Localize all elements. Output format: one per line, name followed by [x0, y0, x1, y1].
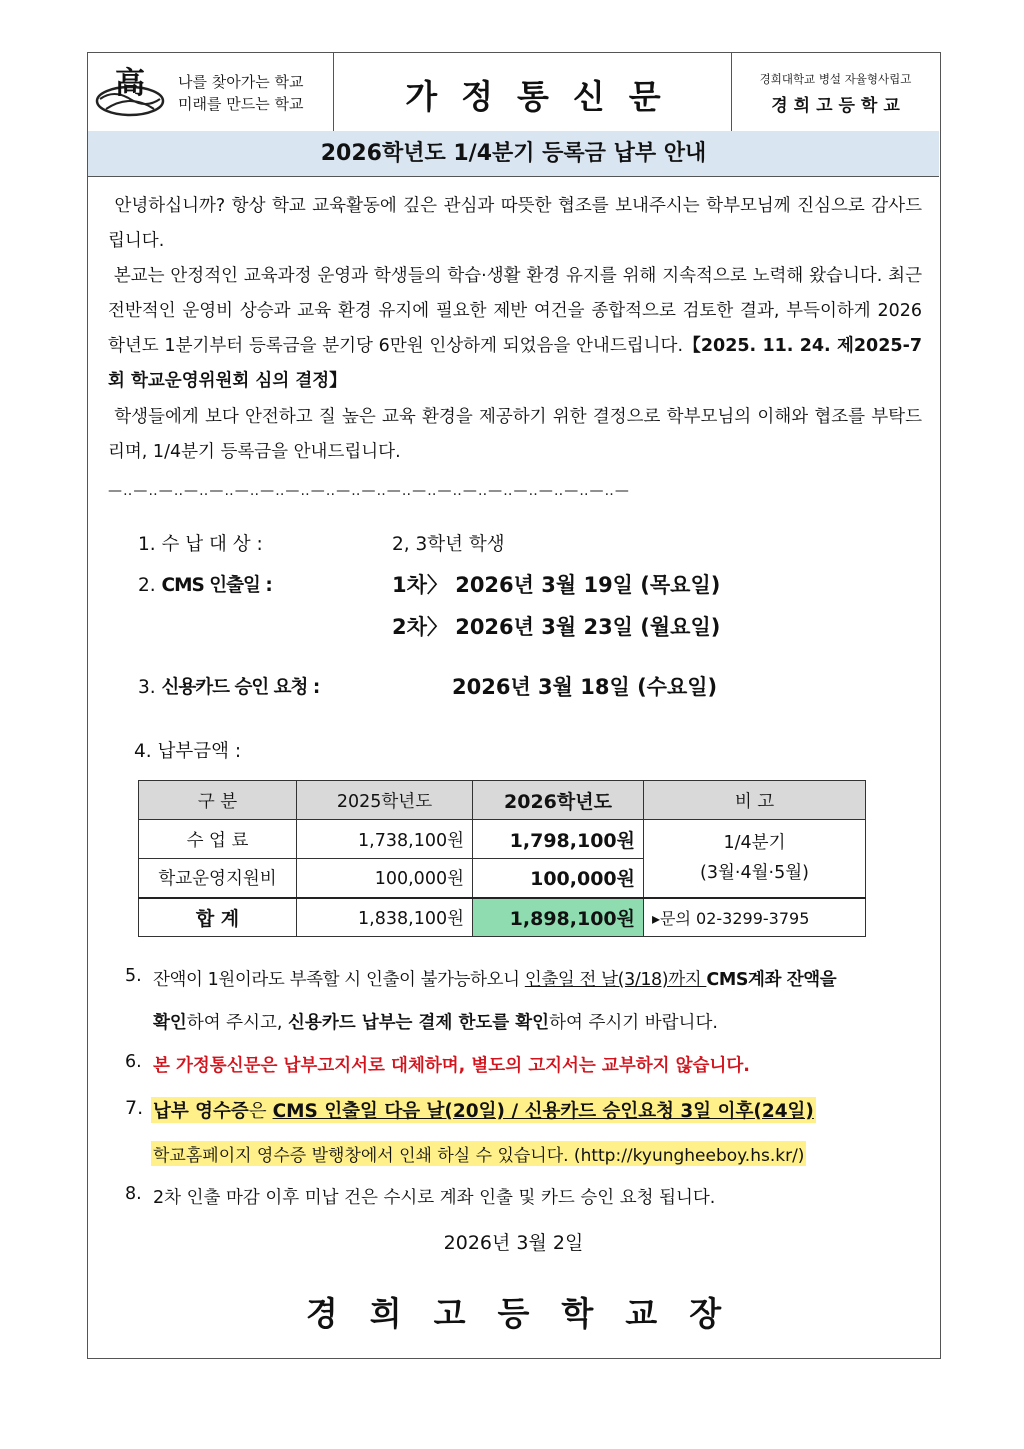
cms-date-2: 2차〉 2026년 3월 23일 (월요일) [392, 615, 721, 639]
card-label-num: 3. [138, 677, 156, 698]
emblem-char: 高 [115, 66, 145, 101]
note-5-card: 신용카드 납부는 결제 한도를 확인 [288, 1013, 550, 1033]
cms-label-num: 2. [138, 575, 156, 596]
intro-paragraph-1 [108, 189, 922, 259]
note-7-receipt: 납부 영수증 [153, 1101, 249, 1122]
intro-p3-text: 학생들에게 보다 안전하고 질 높은 교육 환경을 제공하기 위한 결정으로 학부모님의 이해와 협조를 부탁드리며, 1/4분기 등록금을 안내드립니다. [108, 407, 922, 462]
item-cms [138, 571, 838, 661]
table-total-row [139, 898, 866, 937]
note-7 [125, 1097, 945, 1177]
note-5-confirm: 확인 [153, 1013, 187, 1033]
table-header-row [139, 781, 866, 820]
remark-line-2: (3월·4월·5월) [700, 863, 809, 884]
total-name: 합 계 [139, 898, 297, 937]
note-6-num: 6. [125, 1052, 142, 1072]
doc-title: 가정통신문 [405, 77, 685, 116]
note-5-cms: CMS계좌 잔액을 [706, 970, 837, 990]
table-row [139, 820, 866, 859]
note-6-text: 본 가정통신문은 납부고지서로 대체하며, 별도의 고지서는 교부하지 않습니다. [153, 1056, 750, 1076]
principal-signature: 경희고등학교장 [305, 1294, 754, 1333]
note-7-homepage: 학교홈페이지 영수증 발행창에서 인쇄 하실 수 있습니다. (http://kyungheeboy.hs.kr/) [151, 1141, 806, 1166]
header-title-cell [334, 53, 732, 131]
amount-label: 4. 납부금액 : [134, 741, 242, 762]
row-name: 학교운영지원비 [139, 859, 297, 898]
school-emblem-icon [94, 59, 166, 125]
th-2026: 2026학년도 [473, 781, 644, 820]
row-name: 수 업 료 [139, 820, 297, 859]
note-7-num: 7. [125, 1097, 144, 1119]
note-7-b: 은 [248, 1101, 273, 1122]
note-5-num: 5. [125, 966, 142, 986]
row-2026: 100,000원 [473, 859, 644, 898]
intro-paragraph-3 [108, 400, 922, 470]
row-2026: 1,798,100원 [473, 820, 644, 859]
issue-date: 2026년 3월 2일 [443, 1232, 584, 1254]
note-8-text: 2차 인출 마감 이후 미납 건은 수시로 계좌 인출 및 카드 승인 요청 됩니다. [153, 1188, 716, 1208]
header-school-cell [732, 53, 939, 131]
motto-line-2: 미래를 만드는 학교 [178, 95, 304, 113]
th-remark: 비 고 [644, 781, 866, 820]
card-label: 신용카드 승인 요청 : [161, 677, 320, 698]
document-frame [87, 52, 941, 1359]
note-5-e: 하여 주시고, [186, 1013, 289, 1033]
intro-p2-text: 본교는 안정적인 교육과정 운영과 학생들의 학습·생활 환경 유지를 위해 지속적으로 노력해 왔습니다. 최근 전반적인 운영비 상승과 교육 환경 유지에 필요한 제반 여건을 종합적으로 검토한 결과, 부득이하게 2026학년도 1분기부터 등록금을 분기당 6만원 인상하게 되었음을 안내드립니다. [108, 266, 922, 356]
note-5-g: 하여 주시기 바랍니다. [549, 1013, 718, 1033]
subject-title: 2026학년도 1/4분기 등록금 납부 안내 [88, 131, 939, 177]
card-date: 2026년 3월 18일 (수요일) [452, 675, 718, 699]
intro-p1-text: 안녕하십니까? 항상 학교 교육활동에 깊은 관심과 따뜻한 협조를 보내주시는 학부모님께 진심으로 감사드립니다. [108, 196, 922, 251]
note-5-deadline: 인출일 전 날(3/18)까지 [524, 970, 707, 990]
intro-paragraph-2 [108, 259, 922, 399]
note-8-num: 8. [125, 1184, 142, 1204]
th-2025: 2025학년도 [297, 781, 473, 820]
note-5-a: 잔액이 1원이라도 부족할 시 인출이 불가능하오니 [153, 970, 525, 990]
row-2025: 1,738,100원 [297, 820, 473, 859]
target-value: 2, 3학년 학생 [392, 534, 505, 555]
fee-table [138, 780, 866, 937]
motto-line-1: 나를 찾아가는 학교 [178, 73, 304, 91]
motto [178, 71, 303, 115]
cms-label: CMS 인출일 : [161, 575, 272, 596]
note-5 [125, 966, 945, 1056]
total-2025: 1,838,100원 [297, 898, 473, 937]
header-motto-cell [88, 53, 334, 131]
target-label: 1. 수 납 대 상 : [138, 534, 263, 555]
divider: —‥—‥—‥—‥—‥—‥—‥—‥—‥—‥—‥—‥—‥—‥—‥—‥—‥—‥—‥—‥— [108, 483, 630, 499]
remark-line-1: 1/4분기 [723, 833, 786, 854]
committee-decision: 【2025. 11. 24. 제2025-7회 학교운영위원회 심의 결정】 [108, 336, 923, 391]
item-card [138, 673, 838, 703]
note-7-dates: CMS 인출일 다음 날(20일) / 신용카드 승인요청 3일 이후(24일) [272, 1101, 814, 1122]
school-subtitle: 경희대학교 병설 자율형사립고 [759, 72, 912, 86]
contact-phone: ▸문의 02-3299-3795 [644, 898, 866, 937]
remark-cell [644, 820, 866, 898]
header [88, 53, 939, 132]
th-category: 구 분 [139, 781, 297, 820]
cms-date-1: 1차〉 2026년 3월 19일 (목요일) [392, 573, 721, 597]
total-2026: 1,898,100원 [473, 898, 644, 937]
row-2025: 100,000원 [297, 859, 473, 898]
school-name: 경희고등학교 [771, 96, 906, 116]
